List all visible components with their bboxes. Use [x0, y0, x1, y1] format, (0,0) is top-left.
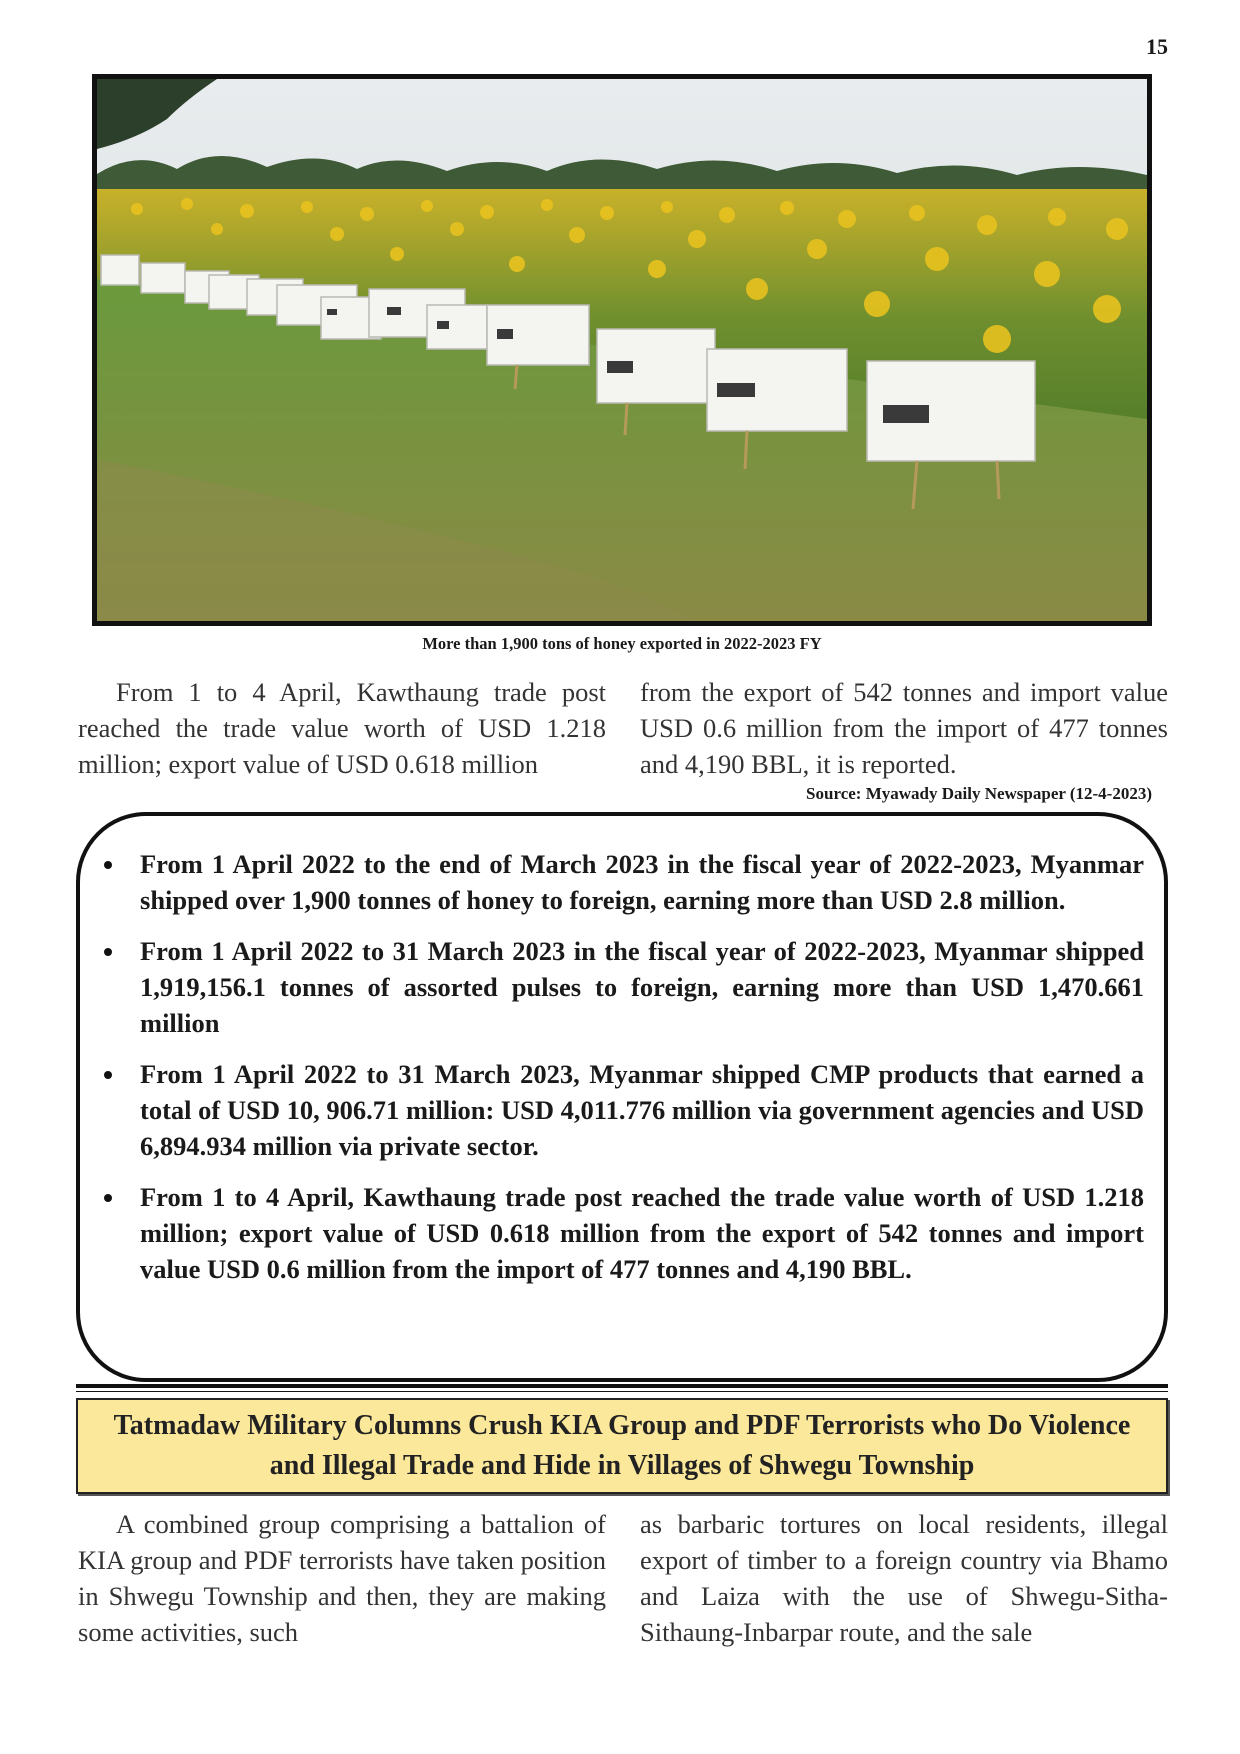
article-headline: Tatmadaw Military Columns Crush KIA Group and PDF Terrorists who Do Violence and Illegal Trade and Hide in Villages of Shwegu Township — [76, 1398, 1168, 1494]
highlight-text: From 1 April 2022 to 31 March 2023, Myanmar shipped CMP products that earned a total of USD 10, 906.71 million: USD 4,011.776 million via government agencies and USD 6,894.934 million via private sector. — [140, 1059, 1144, 1161]
highlight-text: From 1 April 2022 to the end of March 2023 in the fiscal year of 2022-2023, Myanmar shipped over 1,900 tonnes of honey to foreign, earning more than USD 2.8 million. — [140, 849, 1144, 915]
page-number: 15 — [1146, 34, 1168, 59]
bullet-icon — [104, 948, 112, 956]
highlight-text: From 1 April 2022 to 31 March 2023 in the fiscal year of 2022-2023, Myanmar shipped 1,919,156.1 tonnes of assorted pulses to foreign, earning more than USD 1,470.661 million — [140, 936, 1144, 1038]
bullet-icon — [104, 1071, 112, 1079]
bullet-icon — [104, 861, 112, 869]
highlight-item — [104, 1056, 1144, 1164]
highlights-list — [104, 846, 1144, 1302]
highlight-item — [104, 846, 1144, 918]
top-article-right-column: from the export of 542 tonnes and import value USD 0.6 million from the import of 477 tonnes and 4,190 BBL, it is reported. — [640, 677, 1168, 779]
highlight-text: From 1 to 4 April, Kawthaung trade post reached the trade value worth of USD 1.218 million; export value of USD 0.618 million from the export of 542 tonnes and import value USD 0.6 million from the import of 477 tonnes and 4,190 BBL. — [140, 1182, 1144, 1284]
highlight-item — [104, 1179, 1144, 1287]
bullet-icon — [104, 1194, 112, 1202]
top-article — [78, 674, 1168, 782]
bottom-article-left-column: A combined group comprising a battalion of KIA group and PDF terrorists have taken position in Shwegu Township and then, they are making some activities, such — [78, 1509, 606, 1647]
photo-caption: More than 1,900 tons of honey exported in 2022-2023 FY — [422, 634, 822, 653]
bottom-article — [78, 1506, 1168, 1650]
source-credit: Source: Myawady Daily Newspaper (12-4-2023) — [806, 784, 1152, 803]
top-article-left-column: From 1 to 4 April, Kawthaung trade post reached the trade value worth of USD 1.218 million; export value of USD 0.618 million — [78, 677, 606, 779]
beehives-in-sunflower-field-photo — [92, 74, 1152, 626]
bottom-article-right-column: as barbaric tortures on local residents, illegal export of timber to a foreign country via Bhamo and Laiza with the use of Shwegu-Sitha-Sithaung-Inbarpar route, and the sale — [640, 1509, 1168, 1647]
photo-illustration — [97, 79, 1147, 621]
section-divider — [76, 1384, 1168, 1388]
section-divider-thin — [76, 1391, 1168, 1392]
highlight-item — [104, 933, 1144, 1041]
